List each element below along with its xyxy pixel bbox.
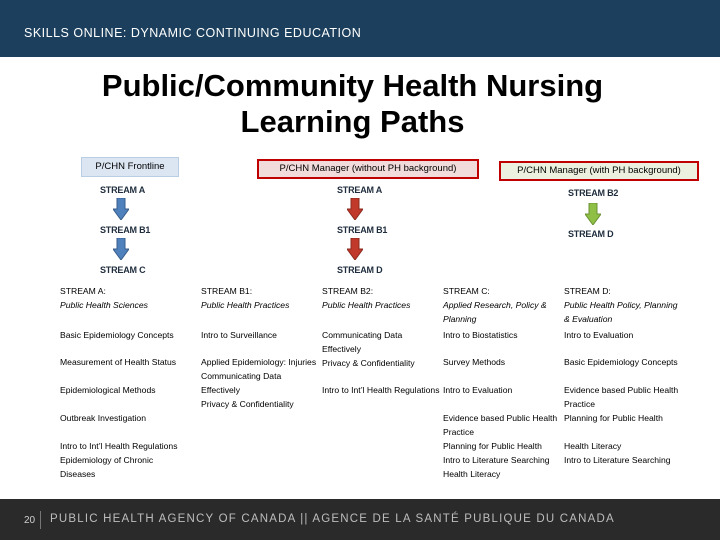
down-arrow-icon [113,198,129,220]
course-line: Communicating Data Effectively [322,330,403,354]
header-text: SKILLS ONLINE: DYNAMIC CONTINUING EDUCATION [24,26,362,40]
course-line: Intro to Literature Searching [443,455,550,465]
column-header-subtitle: Public Health Policy, Planning & Evaluation [564,300,678,324]
course-line: Epidemiological Methods [60,385,156,395]
page-number: 20 [24,515,36,526]
column-header-subtitle: Public Health Practices [322,300,411,310]
course-item [201,355,319,411]
course-item [564,328,682,342]
column-header [201,284,319,312]
frontline-stream-2: STREAM B1 [100,225,151,235]
course-line: Intro to Biostatistics [443,330,518,340]
column-header [322,284,440,312]
footer-divider [40,511,41,529]
manager-no-ph-stream-3: STREAM D [337,265,383,275]
course-item [564,439,682,467]
course-line: Survey Methods [443,357,506,367]
manager-ph-stream-1: STREAM B2 [568,188,619,198]
down-arrow-icon [113,238,129,260]
column-header-title: STREAM B2: [322,286,374,296]
course-line: Privacy & Confidentiality [322,358,415,368]
course-item [60,411,178,425]
manager-ph-stream-2: STREAM D [568,229,614,239]
course-line: Evidence based Public Health Practice [443,413,558,437]
course-grid [55,284,705,496]
course-line: Planning for Public Health [443,441,542,451]
path-box-manager-no-ph: P/CHN Manager (without PH background) [257,159,479,179]
manager-no-ph-stream-1: STREAM A [337,185,383,195]
course-line: Measurement of Health Status [60,357,177,367]
course-item [564,355,682,369]
course-item [443,355,561,369]
path-box-frontline: P/CHN Frontline [81,157,179,177]
course-line: Intro to Int’l Health Regulations [60,441,178,451]
course-item [60,328,178,342]
course-line: Intro to Literature Searching [564,455,671,465]
column-header-subtitle: Public Health Sciences [60,300,148,310]
down-arrow-icon [585,203,601,225]
course-line: Intro to Int’l Health Regulations [322,385,440,395]
down-arrow-icon [347,198,363,220]
course-line: Intro to Evaluation [564,330,634,340]
course-line: Evidence based Public Health Practice [564,385,679,409]
course-line: Applied Epidemiology: Injuries [201,357,317,367]
course-line: Planning for Public Health [564,413,663,423]
course-line: Privacy & Confidentiality [201,399,294,409]
manager-no-ph-stream-2: STREAM B1 [337,225,388,235]
footer-agency-text: PUBLIC HEALTH AGENCY OF CANADA || AGENCE DE LA SANTÉ PUBLIQUE DU CANADA [50,513,615,525]
column-header-title: STREAM B1: [201,286,253,296]
course-item [201,328,319,342]
course-item [60,439,178,481]
course-item [322,383,440,397]
course-line: Intro to Surveillance [201,330,277,340]
column-header-subtitle: Public Health Practices [201,300,290,310]
path-box-manager-ph: P/CHN Manager (with PH background) [499,161,699,181]
course-item [443,411,561,481]
course-line: Basic Epidemiology Concepts [60,330,174,340]
course-line: Basic Epidemiology Concepts [564,357,678,367]
course-line: Outbreak Investigation [60,413,146,423]
title-line-1: Public/Community Health Nursing [101,68,604,103]
column-header-subtitle: Applied Research, Policy & Planning [443,300,547,324]
page-title [0,68,705,140]
course-line: Intro to Evaluation [443,385,513,395]
column-header [60,284,178,312]
course-line: Health Literacy [443,469,501,479]
column-header-title: STREAM C: [443,286,490,296]
down-arrow-icon [347,238,363,260]
column-header-title: STREAM D: [564,286,611,296]
column-header-title: STREAM A: [60,286,106,296]
course-line: Epidemiology of Chronic Diseases [60,455,154,479]
course-item [60,355,178,369]
course-item [443,328,561,342]
frontline-stream-1: STREAM A [100,185,146,195]
course-item [60,383,178,397]
column-header [564,284,682,326]
course-item [322,328,440,370]
column-header [443,284,561,326]
course-item [443,383,561,397]
course-line: Health Literacy [564,441,622,451]
course-item [564,383,682,425]
frontline-stream-3: STREAM C [100,265,146,275]
title-line-2: Learning Paths [240,104,465,139]
course-line: Communicating Data Effectively [201,371,282,395]
